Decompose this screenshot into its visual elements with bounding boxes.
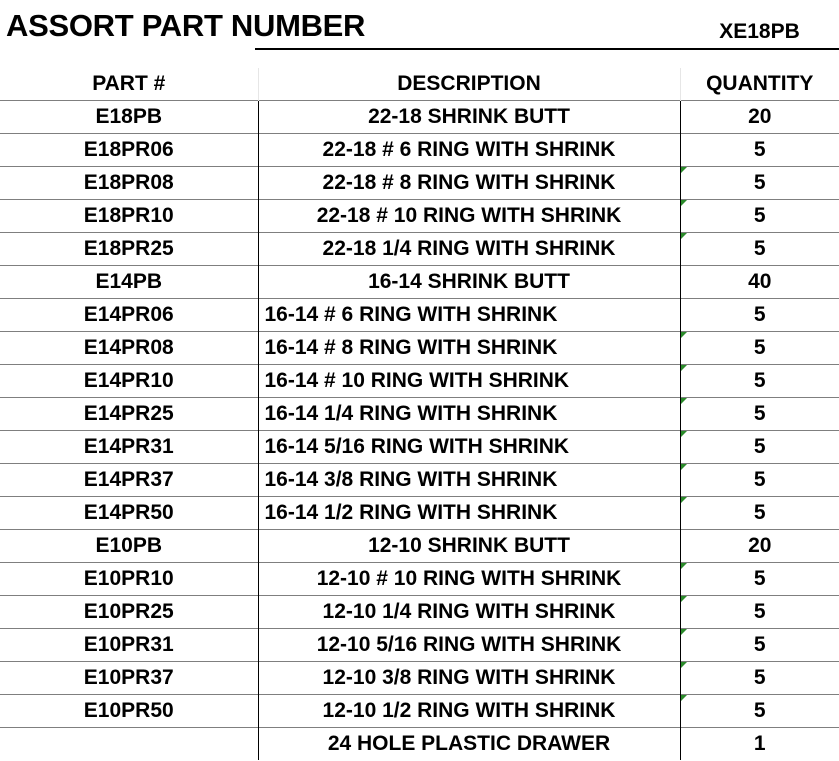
quantity-cell[interactable] — [680, 728, 839, 761]
table-row — [0, 563, 839, 596]
description-cell[interactable]: 12-10 # 10 RING WITH SHRINK — [258, 563, 680, 596]
part-number-cell[interactable]: E10PR10 — [0, 563, 258, 596]
description-cell[interactable]: 16-14 # 10 RING WITH SHRINK — [258, 365, 680, 398]
part-number-cell[interactable]: E14PR31 — [0, 431, 258, 464]
quantity-cell[interactable] — [680, 332, 839, 365]
quantity-cell[interactable] — [680, 431, 839, 464]
description-cell[interactable]: 12-10 5/16 RING WITH SHRINK — [258, 629, 680, 662]
quantity-cell[interactable] — [680, 695, 839, 728]
table-row — [0, 365, 839, 398]
quantity-cell[interactable] — [680, 530, 839, 563]
quantity-cell[interactable] — [680, 365, 839, 398]
quantity-value: 5 — [753, 633, 766, 656]
table-row — [0, 695, 839, 728]
parts-table — [0, 68, 839, 760]
comment-marker-icon — [681, 332, 687, 338]
part-number-cell[interactable]: E10PR31 — [0, 629, 258, 662]
description-cell[interactable]: 22-18 SHRINK BUTT — [258, 101, 680, 134]
part-number-cell[interactable]: E14PB — [0, 266, 258, 299]
quantity-value: 5 — [753, 303, 766, 326]
comment-marker-icon — [681, 200, 687, 206]
table-row — [0, 299, 839, 332]
part-number-cell[interactable]: E14PR25 — [0, 398, 258, 431]
quantity-cell[interactable] — [680, 101, 839, 134]
quantity-value: 5 — [753, 435, 766, 458]
table-row — [0, 596, 839, 629]
table-row — [0, 134, 839, 167]
part-number-cell[interactable]: E14PR06 — [0, 299, 258, 332]
description-cell[interactable]: 12-10 1/2 RING WITH SHRINK — [258, 695, 680, 728]
table-row — [0, 497, 839, 530]
quantity-cell[interactable] — [680, 629, 839, 662]
quantity-value: 5 — [753, 237, 766, 260]
part-number-cell[interactable]: E14PR50 — [0, 497, 258, 530]
comment-marker-icon — [681, 464, 687, 470]
quantity-cell[interactable] — [680, 200, 839, 233]
description-cell[interactable]: 12-10 3/8 RING WITH SHRINK — [258, 662, 680, 695]
description-cell[interactable]: 12-10 SHRINK BUTT — [258, 530, 680, 563]
table-row — [0, 728, 839, 761]
quantity-header: QUANTITY — [706, 72, 814, 95]
assort-code: XE18PB — [719, 20, 800, 43]
quantity-cell[interactable] — [680, 563, 839, 596]
comment-marker-icon — [681, 497, 687, 503]
part-number-cell[interactable] — [0, 728, 258, 761]
quantity-cell[interactable] — [680, 167, 839, 200]
comment-marker-icon — [681, 596, 687, 602]
description-cell[interactable]: 16-14 # 6 RING WITH SHRINK — [258, 299, 680, 332]
description-cell[interactable]: 22-18 # 6 RING WITH SHRINK — [258, 134, 680, 167]
part-number-cell[interactable]: E14PR08 — [0, 332, 258, 365]
part-number-cell[interactable]: E18PR06 — [0, 134, 258, 167]
sheet-title: ASSORT PART NUMBER — [6, 8, 366, 43]
part-number-cell[interactable]: E14PR37 — [0, 464, 258, 497]
comment-marker-icon — [681, 167, 687, 173]
quantity-cell[interactable] — [680, 233, 839, 266]
table-row — [0, 398, 839, 431]
quantity-value: 5 — [753, 138, 766, 161]
table-row — [0, 266, 839, 299]
part-number-cell[interactable]: E18PB — [0, 101, 258, 134]
quantity-value: 5 — [753, 402, 766, 425]
quantity-value: 5 — [753, 468, 766, 491]
description-header: DESCRIPTION — [258, 68, 680, 101]
description-cell[interactable]: 16-14 1/4 RING WITH SHRINK — [258, 398, 680, 431]
quantity-value: 5 — [753, 171, 766, 194]
comment-marker-icon — [681, 629, 687, 635]
table-row — [0, 662, 839, 695]
part-number-cell[interactable]: E18PR10 — [0, 200, 258, 233]
description-cell[interactable]: 22-18 # 10 RING WITH SHRINK — [258, 200, 680, 233]
description-cell[interactable]: 16-14 3/8 RING WITH SHRINK — [258, 464, 680, 497]
quantity-value: 20 — [748, 105, 772, 128]
part-header: PART # — [0, 68, 258, 101]
description-cell[interactable]: 22-18 # 8 RING WITH SHRINK — [258, 167, 680, 200]
title-row — [0, 0, 839, 52]
description-cell[interactable]: 22-18 1/4 RING WITH SHRINK — [258, 233, 680, 266]
quantity-cell[interactable] — [680, 596, 839, 629]
comment-marker-icon — [681, 563, 687, 569]
table-row — [0, 167, 839, 200]
title-underline — [255, 48, 839, 50]
quantity-cell[interactable] — [680, 464, 839, 497]
description-cell[interactable]: 16-14 1/2 RING WITH SHRINK — [258, 497, 680, 530]
part-number-cell[interactable]: E18PR08 — [0, 167, 258, 200]
table-row — [0, 200, 839, 233]
description-cell[interactable]: 16-14 5/16 RING WITH SHRINK — [258, 431, 680, 464]
quantity-cell[interactable] — [680, 398, 839, 431]
quantity-value: 5 — [753, 204, 766, 227]
quantity-value: 40 — [748, 270, 772, 293]
table-row — [0, 431, 839, 464]
quantity-cell[interactable] — [680, 266, 839, 299]
quantity-value: 5 — [753, 600, 766, 623]
comment-marker-icon — [681, 431, 687, 437]
part-number-cell[interactable]: E10PR37 — [0, 662, 258, 695]
part-number-cell[interactable]: E10PR25 — [0, 596, 258, 629]
table-row — [0, 629, 839, 662]
quantity-value: 20 — [748, 534, 772, 557]
table-row — [0, 332, 839, 365]
table-row — [0, 233, 839, 266]
quantity-value: 5 — [753, 666, 766, 689]
quantity-cell[interactable] — [680, 299, 839, 332]
comment-marker-icon — [681, 365, 687, 371]
table-row — [0, 464, 839, 497]
description-cell[interactable]: 16-14 # 8 RING WITH SHRINK — [258, 332, 680, 365]
description-cell[interactable]: 12-10 1/4 RING WITH SHRINK — [258, 596, 680, 629]
quantity-value: 5 — [753, 567, 766, 590]
comment-marker-icon — [681, 233, 687, 239]
quantity-value: 5 — [753, 699, 766, 722]
quantity-value: 5 — [753, 369, 766, 392]
comment-marker-icon — [681, 662, 687, 668]
quantity-value: 1 — [753, 732, 766, 755]
comment-marker-icon — [681, 695, 687, 701]
part-number-cell[interactable]: E18PR25 — [0, 233, 258, 266]
quantity-cell[interactable] — [680, 497, 839, 530]
quantity-value: 5 — [753, 501, 766, 524]
description-cell[interactable]: 24 HOLE PLASTIC DRAWER — [258, 728, 680, 761]
part-number-cell[interactable]: E14PR10 — [0, 365, 258, 398]
part-number-cell[interactable]: E10PR50 — [0, 695, 258, 728]
table-row — [0, 530, 839, 563]
quantity-value: 5 — [753, 336, 766, 359]
description-cell[interactable]: 16-14 SHRINK BUTT — [258, 266, 680, 299]
part-number-cell[interactable]: E10PB — [0, 530, 258, 563]
comment-marker-icon — [681, 398, 687, 404]
header-row — [0, 68, 839, 101]
table-row — [0, 101, 839, 134]
quantity-cell[interactable] — [680, 662, 839, 695]
quantity-cell[interactable] — [680, 134, 839, 167]
